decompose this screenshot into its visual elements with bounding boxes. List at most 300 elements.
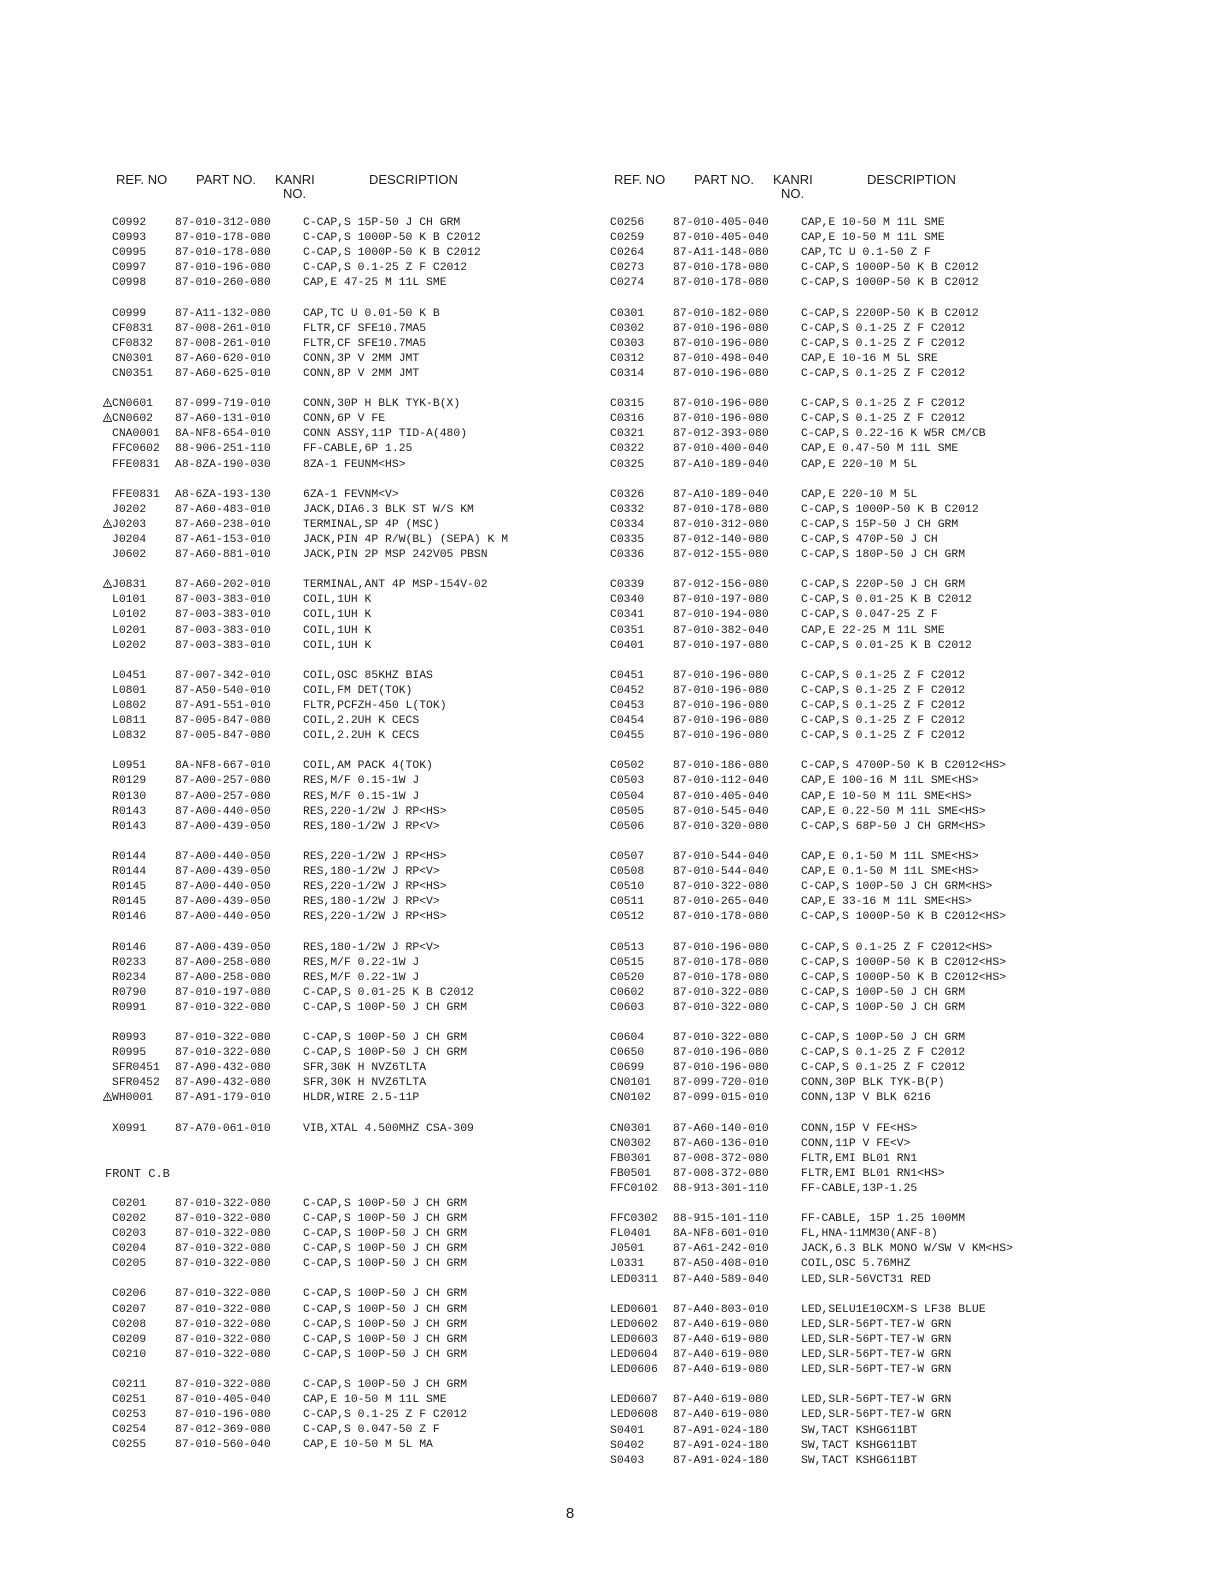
description: CAP,E 0.22-50 M 11L SME<HS> — [801, 805, 986, 818]
ref-no-text: C0510 — [610, 881, 645, 894]
ref-no-text: R0993 — [112, 1032, 147, 1045]
ref-no — [610, 1137, 651, 1152]
ref-no-text: J0501 — [610, 1243, 645, 1256]
ref-no — [610, 865, 644, 880]
part-no: 8A-NF8-667-010 — [175, 760, 271, 773]
ref-no-text: CNA0001 — [112, 428, 160, 441]
part-no: 87-A00-439-050 — [175, 896, 271, 909]
ref-no-text: R0146 — [112, 941, 147, 954]
part-no: 87-010-322-080 — [175, 1333, 271, 1346]
table-row — [105, 941, 625, 956]
part-no: 87-A60-625-010 — [175, 367, 271, 380]
table-row — [603, 442, 1123, 457]
table-row — [603, 714, 1123, 729]
description: RES,M/F 0.15-1W J — [303, 775, 420, 788]
description: C-CAP,S 100P-50 J CH GRM — [303, 1213, 468, 1225]
table-row — [105, 669, 625, 684]
ref-no — [112, 1378, 146, 1393]
table-row — [105, 458, 625, 473]
ref-no — [610, 352, 644, 367]
ref-no-text: C0204 — [112, 1243, 147, 1256]
description: C-CAP,S 100P-50 J CH GRM — [303, 1047, 468, 1060]
ref-no-text: R0234 — [112, 971, 147, 984]
ref-no — [610, 442, 644, 457]
part-no: 87-A40-803-010 — [673, 1303, 769, 1316]
table-row — [105, 1408, 625, 1423]
table-row — [603, 246, 1123, 261]
table-row — [105, 1303, 625, 1318]
table-row — [105, 624, 625, 639]
part-no: 87-010-197-080 — [673, 594, 769, 607]
description: COIL,1UH K — [303, 639, 372, 652]
header-part-no: PART NO. — [694, 172, 754, 187]
ref-no — [610, 337, 644, 352]
part-no: 87-A40-619-080 — [673, 1333, 769, 1346]
ref-no — [112, 895, 146, 910]
description: SW,TACT KSHG611BT — [801, 1424, 918, 1437]
part-no: 87-A91-551-010 — [175, 700, 271, 712]
table-row — [105, 1122, 625, 1137]
part-no: 87-010-382-040 — [673, 624, 769, 637]
description: RES,180-1/2W J RP<V> — [303, 820, 440, 833]
description: C-CAP,S 1000P-50 K B C2012<HS> — [801, 911, 1007, 924]
table-row — [105, 1287, 625, 1302]
description: C-CAP,S 100P-50 J CH GRM — [801, 986, 966, 999]
description: C-CAP,S 100P-50 J CH GRM — [303, 1258, 468, 1271]
part-no: 87-008-372-080 — [673, 1152, 769, 1165]
ref-no — [610, 1318, 658, 1333]
description: JACK,PIN 2P MSP 242V05 PBSN — [303, 549, 488, 562]
ref-no — [610, 1273, 658, 1288]
table-row — [603, 458, 1123, 473]
ref-no-text: C0997 — [112, 262, 147, 275]
description: C-CAP,S 0.1-25 Z F C2012 — [801, 322, 966, 335]
ref-no — [610, 971, 644, 986]
description: COIL,OSC 85KHZ BIAS — [303, 669, 433, 682]
ref-no-text: S0402 — [610, 1439, 645, 1452]
table-row — [603, 880, 1123, 895]
part-no: 87-010-260-080 — [175, 277, 271, 290]
ref-no-text: C0340 — [610, 594, 645, 607]
table-row — [105, 503, 625, 518]
ref-no-text: S0403 — [610, 1454, 645, 1467]
ref-no-text: C0202 — [112, 1213, 147, 1225]
table-row — [105, 805, 625, 820]
ref-no-text: CN0351 — [112, 367, 154, 380]
table-row — [105, 1212, 625, 1227]
part-no: 87-010-196-080 — [673, 715, 769, 728]
part-no: 87-010-405-040 — [175, 1394, 271, 1407]
ref-no — [112, 276, 146, 291]
ref-no — [610, 488, 644, 503]
ref-no — [112, 533, 146, 548]
ref-no — [112, 850, 146, 865]
table-row — [603, 941, 1123, 956]
header-ref-no: REF. NO — [614, 172, 666, 187]
table-row — [105, 488, 625, 503]
ref-no — [610, 1303, 658, 1318]
part-no: 87-010-178-080 — [673, 911, 769, 924]
part-no: 87-A10-189-040 — [673, 458, 769, 471]
ref-no-text: C0207 — [112, 1303, 147, 1316]
part-no: 87-010-178-080 — [673, 277, 769, 290]
ref-no-text: C0351 — [610, 624, 645, 637]
table-row — [105, 639, 625, 654]
table-row — [105, 1227, 625, 1242]
part-no: 87-A00-440-050 — [175, 805, 271, 818]
table-row — [105, 759, 625, 774]
part-no: 87-099-720-010 — [673, 1077, 769, 1090]
ref-no — [103, 578, 146, 593]
description: CAP,E 33-16 M 11L SME<HS> — [801, 896, 972, 909]
part-no: 87-A40-619-080 — [673, 1364, 769, 1377]
table-row — [603, 533, 1123, 548]
part-no: 87-003-383-010 — [175, 624, 271, 637]
table-row — [105, 1318, 625, 1333]
part-no: 87-A91-024-180 — [673, 1439, 769, 1452]
ref-no — [610, 261, 644, 276]
part-no: 87-A00-257-080 — [175, 775, 271, 788]
description: LED,SLR-56VCT31 RED — [801, 1273, 931, 1286]
part-no: 87-010-265-040 — [673, 896, 769, 909]
ref-no-text: C0206 — [112, 1288, 147, 1301]
table-row — [105, 880, 625, 895]
part-no: 87-003-383-010 — [175, 594, 271, 607]
ref-no — [112, 337, 153, 352]
ref-no — [103, 1091, 153, 1106]
part-no: 87-A40-619-080 — [673, 1349, 769, 1362]
ref-no-text: C0274 — [610, 277, 645, 290]
part-no: 87-010-178-080 — [673, 971, 769, 984]
table-row — [105, 427, 625, 442]
ref-no — [610, 1061, 644, 1076]
part-no: 87-A60-202-010 — [175, 579, 271, 592]
ref-no — [112, 714, 146, 729]
table-row — [105, 518, 625, 533]
part-no: 87-A11-148-080 — [673, 247, 769, 260]
table-row — [105, 276, 625, 291]
ref-no — [610, 805, 644, 820]
part-no: 87-010-197-080 — [673, 639, 769, 652]
ref-no-text: C0251 — [112, 1394, 147, 1407]
description: C-CAP,S 100P-50 J CH GRM — [801, 1001, 966, 1014]
ref-no — [610, 1348, 658, 1363]
ref-no — [112, 1287, 146, 1302]
part-no: 87-A60-620-010 — [175, 352, 271, 365]
description: COIL,2.2UH K CECS — [303, 730, 420, 743]
description: CAP,E 47-25 M 11L SME — [303, 277, 447, 290]
description: FLTR,EMI BL01 RN1<HS> — [801, 1167, 945, 1180]
description: CAP,E 10-50 M 11L SME — [303, 1394, 447, 1407]
table-row — [105, 1257, 625, 1272]
description: COIL,AM PACK 4(TOK) — [303, 760, 433, 773]
description: C-CAP,S 100P-50 J CH GRM — [801, 1032, 966, 1045]
ref-no — [112, 1046, 146, 1061]
ref-no-text: L0802 — [112, 700, 147, 712]
ref-no — [112, 729, 146, 744]
ref-no-text: R0790 — [112, 986, 147, 999]
ref-no — [610, 1122, 651, 1137]
table-row — [105, 1348, 625, 1363]
description: C-CAP,S 0.1-25 Z F C2012 — [801, 367, 966, 380]
ref-no-text: CN0101 — [610, 1077, 652, 1090]
table-row — [105, 774, 625, 789]
header-kanri-no: NO. — [781, 186, 805, 201]
part-no: 87-012-155-080 — [673, 549, 769, 562]
ref-no — [610, 941, 644, 956]
table-row — [105, 1001, 625, 1016]
ref-no — [610, 1091, 651, 1106]
table-row — [105, 337, 625, 352]
part-no: 87-A60-140-010 — [673, 1122, 769, 1135]
table-row — [603, 1227, 1123, 1242]
ref-no-text: C0454 — [610, 715, 645, 728]
ref-no-text: LED0606 — [610, 1364, 658, 1377]
part-no: 87-A50-540-010 — [175, 684, 271, 697]
ref-no-text: J0602 — [112, 549, 147, 562]
ref-no-text: C0208 — [112, 1318, 147, 1331]
safety-warning-icon — [103, 579, 112, 588]
table-row — [603, 367, 1123, 382]
description: C-CAP,S 0.047-50 Z F — [303, 1424, 440, 1437]
ref-no-text: C0203 — [112, 1228, 147, 1241]
description: FF-CABLE,6P 1.25 — [303, 443, 413, 456]
description: LED,SELU1E10CXM-S LF38 BLUE — [801, 1303, 986, 1316]
description: C-CAP,S 100P-50 J CH GRM — [303, 1001, 468, 1014]
ref-no — [112, 548, 146, 563]
part-no: 8A-NF8-654-010 — [175, 428, 271, 441]
table-row — [105, 820, 625, 835]
part-no: 8A-NF8-601-010 — [673, 1228, 769, 1241]
table-row — [105, 397, 625, 412]
ref-no — [610, 956, 644, 971]
ref-no-text: C0255 — [112, 1439, 147, 1452]
ref-no — [610, 367, 644, 382]
description: C-CAP,S 100P-50 J CH GRM — [303, 1379, 468, 1392]
ref-no — [112, 307, 146, 322]
table-row — [603, 1439, 1123, 1454]
table-row — [603, 1333, 1123, 1348]
part-no: 87-010-312-080 — [175, 217, 271, 229]
table-row — [603, 1137, 1123, 1152]
table-row — [603, 1257, 1123, 1272]
part-no: 87-012-140-080 — [673, 533, 769, 546]
description: C-CAP,S 100P-50 J CH GRM — [303, 1288, 468, 1301]
ref-no — [610, 699, 644, 714]
description: CAP,TC U 0.01-50 K B — [303, 307, 440, 320]
part-no: 87-A61-153-010 — [175, 533, 271, 546]
ref-no-text: FFC0102 — [610, 1183, 658, 1195]
ref-no — [112, 1408, 146, 1423]
description: FL,HNA-11MM30(ANF-8) — [801, 1228, 938, 1241]
part-no: 87-010-196-080 — [673, 367, 769, 380]
ref-no-text: C0326 — [610, 488, 645, 501]
table-row — [603, 865, 1123, 880]
ref-no-text: C0650 — [610, 1047, 645, 1060]
table-row — [105, 1076, 625, 1091]
ref-no — [610, 639, 644, 654]
description: FLTR,CF SFE10.7MA5 — [303, 322, 427, 335]
description: CAP,E 22-25 M 11L SME — [801, 624, 945, 637]
description: FF-CABLE, 15P 1.25 100MM — [801, 1213, 966, 1226]
description: RES,180-1/2W J RP<V> — [303, 941, 440, 954]
description: C-CAP,S 0.01-25 K B C2012 — [303, 986, 474, 999]
parts-rows — [105, 216, 625, 1137]
description: FF-CABLE,13P-1.25 — [801, 1183, 918, 1195]
part-no: 87-012-393-080 — [673, 428, 769, 441]
table-row — [603, 1046, 1123, 1061]
ref-no-text: C0520 — [610, 971, 645, 984]
table-row — [105, 850, 625, 865]
ref-no — [112, 261, 146, 276]
table-row — [105, 1091, 625, 1106]
ref-no — [610, 231, 644, 246]
header-part-no: PART NO. — [196, 172, 256, 187]
ref-no — [112, 1001, 146, 1016]
description: LED,SLR-56PT-TE7-W GRN — [801, 1333, 952, 1346]
ref-no-text: LED0602 — [610, 1318, 658, 1331]
ref-no-text: FB0301 — [610, 1152, 652, 1165]
table-row — [105, 578, 625, 593]
description: CAP,E 220-10 M 5L — [801, 488, 918, 501]
ref-no — [610, 518, 644, 533]
ref-no — [610, 986, 644, 1001]
ref-no-text: R0143 — [112, 805, 147, 818]
table-row — [603, 774, 1123, 789]
ref-no — [610, 322, 644, 337]
description: RES,180-1/2W J RP<V> — [303, 896, 440, 909]
description: C-CAP,S 0.1-25 Z F C2012 — [801, 1062, 966, 1075]
description: C-CAP,S 100P-50 J CH GRM — [303, 1348, 468, 1361]
ref-no-text: C0999 — [112, 307, 147, 320]
ref-no — [112, 865, 146, 880]
description: COIL,1UH K — [303, 609, 372, 622]
part-no: 87-A60-131-010 — [175, 413, 271, 426]
ref-no-text: L0832 — [112, 730, 147, 743]
ref-no — [610, 850, 644, 865]
ref-no — [112, 986, 146, 1001]
ref-no — [610, 1167, 651, 1182]
part-no: 87-010-322-080 — [673, 881, 769, 894]
part-no: 87-A91-024-180 — [673, 1454, 769, 1467]
part-no: A8-8ZA-190-030 — [175, 458, 271, 471]
part-no: 87-A91-179-010 — [175, 1092, 271, 1105]
part-no: 87-010-196-080 — [673, 337, 769, 350]
table-row — [603, 1393, 1123, 1408]
description: CONN,3P V 2MM JMT — [303, 352, 420, 365]
part-no: 87-A00-258-080 — [175, 956, 271, 969]
ref-no-text: C0995 — [112, 247, 147, 260]
description: C-CAP,S 100P-50 J CH GRM — [303, 1228, 468, 1241]
ref-no — [610, 1454, 644, 1469]
ref-no — [112, 503, 146, 518]
ref-no — [610, 1001, 644, 1016]
part-no: 87-A00-258-080 — [175, 971, 271, 984]
ref-no-text: C0302 — [610, 322, 645, 335]
ref-no — [112, 971, 146, 986]
ref-no-text: C0201 — [112, 1197, 147, 1210]
ref-no-text: C0322 — [610, 443, 645, 456]
ref-no — [112, 231, 146, 246]
ref-no-text: R0991 — [112, 1001, 147, 1014]
description: FLTR,PCFZH-450 L(TOK) — [303, 700, 447, 712]
description: CONN,11P V FE<V> — [801, 1137, 911, 1150]
table-row — [105, 322, 625, 337]
description: CAP,TC U 0.1-50 Z F — [801, 247, 931, 260]
table-row — [603, 1348, 1123, 1363]
part-no: 87-008-261-010 — [175, 337, 271, 350]
ref-no — [610, 1212, 658, 1227]
ref-no — [112, 1393, 146, 1408]
table-row — [603, 1242, 1123, 1257]
description: CAP,E 10-50 M 11L SME<HS> — [801, 790, 972, 803]
ref-no-text: CN0602 — [112, 413, 154, 426]
description: TERMINAL,ANT 4P MSP-154V-02 — [303, 579, 488, 592]
ref-no-text: R0130 — [112, 790, 147, 803]
table-row — [603, 759, 1123, 774]
ref-no — [610, 593, 644, 608]
table-row — [105, 533, 625, 548]
ref-no-text: J0202 — [112, 503, 147, 516]
description: C-CAP,S 0.047-25 Z F — [801, 609, 938, 622]
table-row — [603, 1303, 1123, 1318]
table-row — [603, 352, 1123, 367]
ref-no — [112, 1197, 146, 1212]
description: CAP,E 0.1-50 M 11L SME<HS> — [801, 850, 979, 863]
description: CAP,E 10-50 M 5L MA — [303, 1439, 433, 1452]
ref-no-text: C0254 — [112, 1424, 147, 1437]
table-row — [105, 1393, 625, 1408]
part-no: 87-010-320-080 — [673, 820, 769, 833]
ref-no-text: C0205 — [112, 1258, 147, 1271]
table-row — [603, 624, 1123, 639]
ref-no — [112, 1122, 146, 1137]
ref-no-text: LED0608 — [610, 1409, 658, 1422]
ref-no — [610, 533, 644, 548]
ref-no — [610, 503, 644, 518]
description: C-CAP,S 1000P-50 K B C2012<HS> — [801, 971, 1007, 984]
part-no: 87-010-196-080 — [175, 262, 271, 275]
description: C-CAP,S 15P-50 J CH GRM — [801, 518, 959, 531]
ref-no — [112, 427, 160, 442]
table-row — [603, 578, 1123, 593]
table-row — [603, 1031, 1123, 1046]
ref-no-text: C0332 — [610, 503, 645, 516]
ref-no-text: C0513 — [610, 941, 645, 954]
part-no: 87-010-178-080 — [175, 247, 271, 260]
ref-no — [610, 790, 644, 805]
part-no: 87-010-196-080 — [673, 322, 769, 335]
description: 6ZA-1 FEVNM<V> — [303, 488, 399, 501]
ref-no — [112, 1333, 146, 1348]
ref-no — [610, 307, 644, 322]
ref-no-text: R0146 — [112, 911, 147, 924]
table-row — [105, 352, 625, 367]
table-row — [105, 1031, 625, 1046]
description: COIL,OSC 5.76MHZ — [801, 1258, 911, 1271]
ref-no-text: C0273 — [610, 262, 645, 275]
description: C-CAP,S 100P-50 J CH GRM — [303, 1197, 468, 1210]
part-no: 87-010-400-040 — [673, 443, 769, 456]
section-title: FRONT C.B — [105, 1166, 170, 1181]
ref-no — [610, 1333, 658, 1348]
part-no: 87-A00-439-050 — [175, 866, 271, 879]
ref-no — [112, 1227, 146, 1242]
table-row — [105, 593, 625, 608]
ref-no-text: CN0302 — [610, 1137, 652, 1150]
ref-no-text: C0253 — [112, 1409, 147, 1422]
part-no: 87-010-196-080 — [673, 684, 769, 697]
